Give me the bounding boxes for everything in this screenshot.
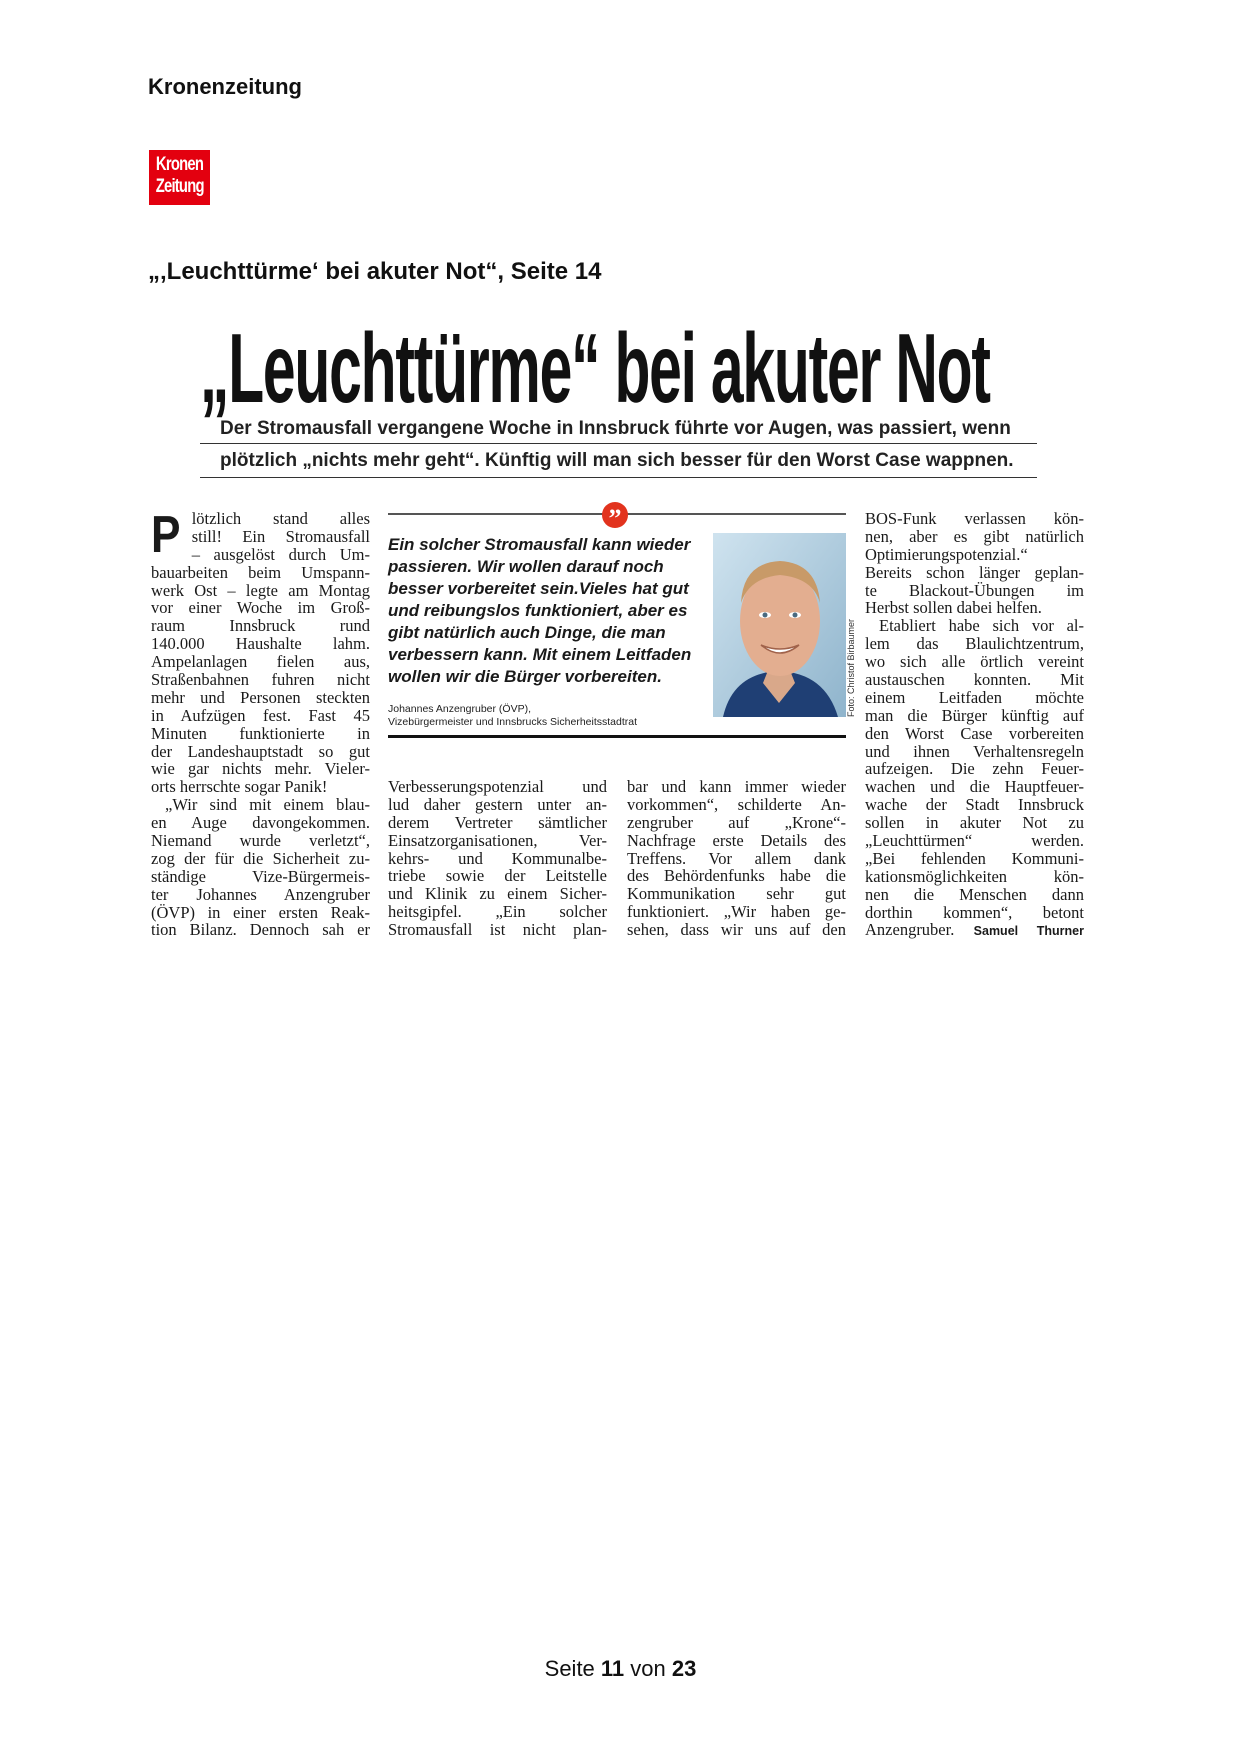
article-line	[388, 778, 607, 796]
article-line-text: nen die Menschen dann	[865, 884, 1084, 904]
article-line-text: heitsgipfel. „Ein solcher	[388, 902, 607, 922]
article-line	[865, 796, 1084, 814]
article-line	[627, 832, 846, 850]
article-line	[865, 921, 1084, 939]
article-line	[627, 921, 846, 939]
article-line-text: te Blackout-Übungen im	[865, 580, 1084, 600]
article-line	[388, 921, 607, 939]
subhead-divider	[200, 477, 1037, 478]
article-line-text: wache der Stadt Innsbruck	[865, 795, 1084, 815]
logo-line-2: Zeitung	[155, 176, 204, 197]
article-line	[627, 885, 846, 903]
article-line-text: triebe sowie der Leitstelle	[388, 866, 607, 886]
article-line-text: zog der für die Sicherheit zu-	[151, 848, 370, 868]
author-byline: Samuel Thurner	[973, 924, 1084, 939]
article-line	[151, 814, 370, 832]
article-line	[865, 778, 1084, 796]
article-line	[865, 546, 1084, 564]
article-line-text: nen, aber es gibt natürlich	[865, 526, 1084, 546]
article-line	[865, 617, 1084, 635]
kronen-zeitung-logo	[149, 150, 210, 205]
article-line	[388, 867, 607, 885]
article-line	[151, 743, 370, 761]
article-line	[151, 671, 370, 689]
article-line-text: Optimierungspotenzial.“	[865, 544, 1028, 564]
page-label: Seite	[544, 1656, 601, 1681]
article-line	[388, 903, 607, 921]
total-pages: 23	[671, 1656, 697, 1681]
article-line	[627, 778, 846, 796]
drop-cap: P	[151, 506, 181, 564]
subhead-line-2: plötzlich „nichts mehr geht“. Künftig will man sich besser für den Worst Case wappnen.	[220, 450, 1014, 471]
article-line-text: kehrs- und Kommunalbe-	[388, 848, 607, 868]
article-line-text: tion Bilanz. Dennoch sah er	[151, 920, 370, 940]
quote-mark-icon: ”	[602, 502, 628, 528]
article-line-text: still! Ein Stromausfall	[191, 526, 370, 546]
article-line	[865, 814, 1084, 832]
article-line	[865, 582, 1084, 600]
article-line	[151, 886, 370, 904]
article-line	[865, 564, 1084, 582]
article-line-text: „Leuchttürmen“ werden.	[865, 831, 1084, 851]
article-line-text: kationsmöglichkeiten kön-	[865, 866, 1084, 886]
article-line-text: wachen und die Hauptfeuer-	[865, 777, 1084, 797]
article-line-text: Verbesserungspotenzial und	[388, 777, 607, 796]
article-line	[151, 904, 370, 922]
article-line	[388, 850, 607, 868]
article-line	[388, 814, 607, 832]
article-line	[151, 617, 370, 635]
article-line	[151, 760, 370, 778]
article-line-text: in Aufzügen fest. Fast 45	[151, 705, 370, 725]
pull-quote-box	[388, 504, 856, 737]
article-line-text: (ÖVP) in einer ersten Reak-	[151, 902, 370, 922]
article-line-text: vorkommen“, schilderte An-	[627, 794, 846, 814]
pull-quote-text: Ein solcher Stromausfall kann wieder passieren. Wir wollen darauf noch besser vorbereitet sein.Vieles hat gut und reibungslos funktioniert, aber es gibt natürlich auch Dinge, die man verbessern kann. Mit einem Leitfaden wollen wir die Bürger vorbereiten.	[388, 535, 692, 686]
article-line-text: Kommunikation sehr gut	[627, 884, 846, 904]
article-line	[627, 814, 846, 832]
source-name: Kronenzeitung	[148, 74, 302, 99]
article-line-text: „Bei fehlenden Kommuni-	[865, 848, 1084, 868]
article-column-2	[388, 778, 607, 939]
article-line	[627, 850, 846, 868]
article-line-text: man die Bürger künftig auf	[865, 705, 1084, 725]
article-line	[865, 635, 1084, 653]
article-line	[865, 510, 1084, 528]
article-line	[865, 868, 1084, 886]
article-line	[627, 903, 846, 921]
article-line	[627, 867, 846, 885]
article-line-text: Ampelanlagen fielen aus,	[151, 652, 370, 672]
portrait-photo	[713, 533, 846, 717]
article-line-text: „Wir sind mit einem blau-	[165, 795, 370, 815]
article-line	[151, 778, 370, 796]
article-line	[151, 921, 370, 939]
article-line	[151, 510, 370, 528]
article-line-text: zengruber auf „Krone“-	[627, 812, 846, 832]
article-line	[151, 564, 370, 582]
article-line-text: raum Innsbruck rund	[151, 616, 370, 636]
article-line	[865, 599, 1084, 617]
article-line-text: – ausgelöst durch Um-	[191, 544, 370, 564]
quote-attribution-name: Johannes Anzengruber (ÖVP),	[388, 703, 532, 715]
article-line	[151, 725, 370, 743]
article-line-text: Anzengruber.	[865, 920, 955, 940]
article-line-text: Herbst sollen dabei helfen.	[865, 598, 1042, 618]
page-footer	[0, 1656, 1241, 1682]
article-line-text: bauarbeiten beim Umspann-	[151, 562, 370, 582]
photo-credit: Foto: Christof Birbaumer	[846, 618, 856, 717]
article-line	[865, 904, 1084, 922]
article-line-text: mehr und Personen steckten	[151, 687, 370, 707]
article-line-text: und Klinik zu einem Sicher-	[388, 884, 607, 904]
article-headline: „Leuchttürme“ bei akuter Not	[200, 313, 990, 423]
article-line	[865, 689, 1084, 707]
article-line-text: werk Ost – legte am Montag	[151, 580, 370, 600]
article-line-text: Minuten funktionierte in	[151, 723, 370, 743]
article-line-text: orts herrschte sogar Panik!	[151, 777, 328, 797]
article-column-1	[151, 506, 370, 940]
article-line-text: lud daher gestern unter an-	[388, 794, 607, 814]
article-line	[865, 886, 1084, 904]
article-line-text: den Worst Case vorbereiten	[865, 723, 1084, 743]
article-line	[865, 671, 1084, 689]
quote-attribution	[388, 703, 637, 729]
article-line	[151, 796, 370, 814]
article-line	[388, 832, 607, 850]
article-line	[865, 832, 1084, 850]
article-line	[865, 760, 1084, 778]
article-line	[151, 689, 370, 707]
article-line-text: BOS-Funk verlassen kön-	[865, 509, 1084, 528]
article-line-text: 140.000 Haushalte lahm.	[151, 634, 370, 654]
article-line	[388, 885, 607, 903]
article-line-text: wo sich alle örtlich vereint	[865, 652, 1084, 672]
subhead-divider	[200, 443, 1037, 444]
article-line	[151, 832, 370, 850]
article-line	[627, 796, 846, 814]
article-line-text: des Behördenfunks habe die	[627, 866, 846, 886]
article-line-text: wie gar nichts mehr. Vieler-	[151, 759, 370, 779]
article-line-text: Stromausfall ist nicht plan-	[388, 920, 607, 940]
article-line	[151, 635, 370, 653]
article-line-text: vor einer Woche im Groß-	[151, 598, 370, 618]
article-line-text: Nachfrage erste Details des	[627, 830, 846, 850]
article-column-3	[627, 778, 846, 939]
article-line	[151, 528, 370, 546]
article-line-text: lem das Blaulichtzentrum,	[865, 634, 1084, 654]
current-page: 11	[600, 1656, 625, 1681]
logo-line-1: Kronen	[155, 154, 204, 175]
article-line	[865, 743, 1084, 761]
article-line-text: einem Leitfaden möchte	[865, 687, 1084, 707]
article-line	[151, 599, 370, 617]
article-line-text: Bereits schon länger geplan-	[865, 562, 1084, 582]
article-column-4	[865, 510, 1084, 939]
page-of-label: von	[624, 1656, 672, 1681]
article-line-text: ter Johannes Anzengruber	[151, 884, 370, 904]
article-line	[151, 582, 370, 600]
article-line-text: austauschen konnten. Mit	[865, 670, 1084, 690]
article-line-text: derem Vertreter sämtlicher	[388, 812, 607, 832]
article-line	[865, 653, 1084, 671]
article-line	[388, 796, 607, 814]
article-line-text: funktioniert. „Wir haben ge-	[627, 902, 846, 922]
article-line-text: sehen, dass wir uns auf den	[627, 920, 846, 940]
article-line-text: sollen in akuter Not zu	[865, 813, 1084, 833]
article-line	[151, 653, 370, 671]
article-line-text: der Landeshauptstadt so gut	[151, 741, 370, 761]
article-line	[151, 546, 370, 564]
article-line-text: Einsatzorganisationen, Ver-	[388, 830, 607, 850]
article-line	[865, 725, 1084, 743]
article-line	[865, 707, 1084, 725]
quote-divider-bottom	[388, 735, 846, 738]
article-line-text: en Auge davongekommen.	[151, 813, 370, 833]
article-line	[151, 850, 370, 868]
article-line	[865, 528, 1084, 546]
article-line-text: Etabliert habe sich vor al-	[879, 616, 1084, 636]
article-line-text: ständige Vize-Bürgermeis-	[151, 866, 370, 886]
article-line-text: aufzeigen. Die zehn Feuer-	[865, 759, 1084, 779]
article-line	[151, 868, 370, 886]
article-line	[865, 850, 1084, 868]
article-line	[151, 707, 370, 725]
subhead-line-1: Der Stromausfall vergangene Woche in Innsbruck führte vor Augen, was passiert, wenn	[220, 418, 1011, 439]
article-line-text: dorthin kommen“, betont	[865, 902, 1084, 922]
quote-attribution-role: Vizebürgermeister und Innsbrucks Sicherheitsstadtrat	[388, 716, 638, 728]
article-line-text: Straßenbahnen fuhren nicht	[151, 670, 370, 690]
article-line-text: Niemand wurde verletzt“,	[151, 831, 370, 851]
article-line-text: bar und kann immer wieder	[627, 777, 846, 796]
clip-title: „‚Leuchttürme‘ bei akuter Not“, Seite 14	[148, 258, 602, 285]
article-line-text: Treffens. Vor allem dank	[627, 848, 846, 868]
article-line-text: lötzlich stand alles	[191, 509, 370, 528]
article-line-text: und ihnen Verhaltensregeln	[865, 741, 1084, 761]
